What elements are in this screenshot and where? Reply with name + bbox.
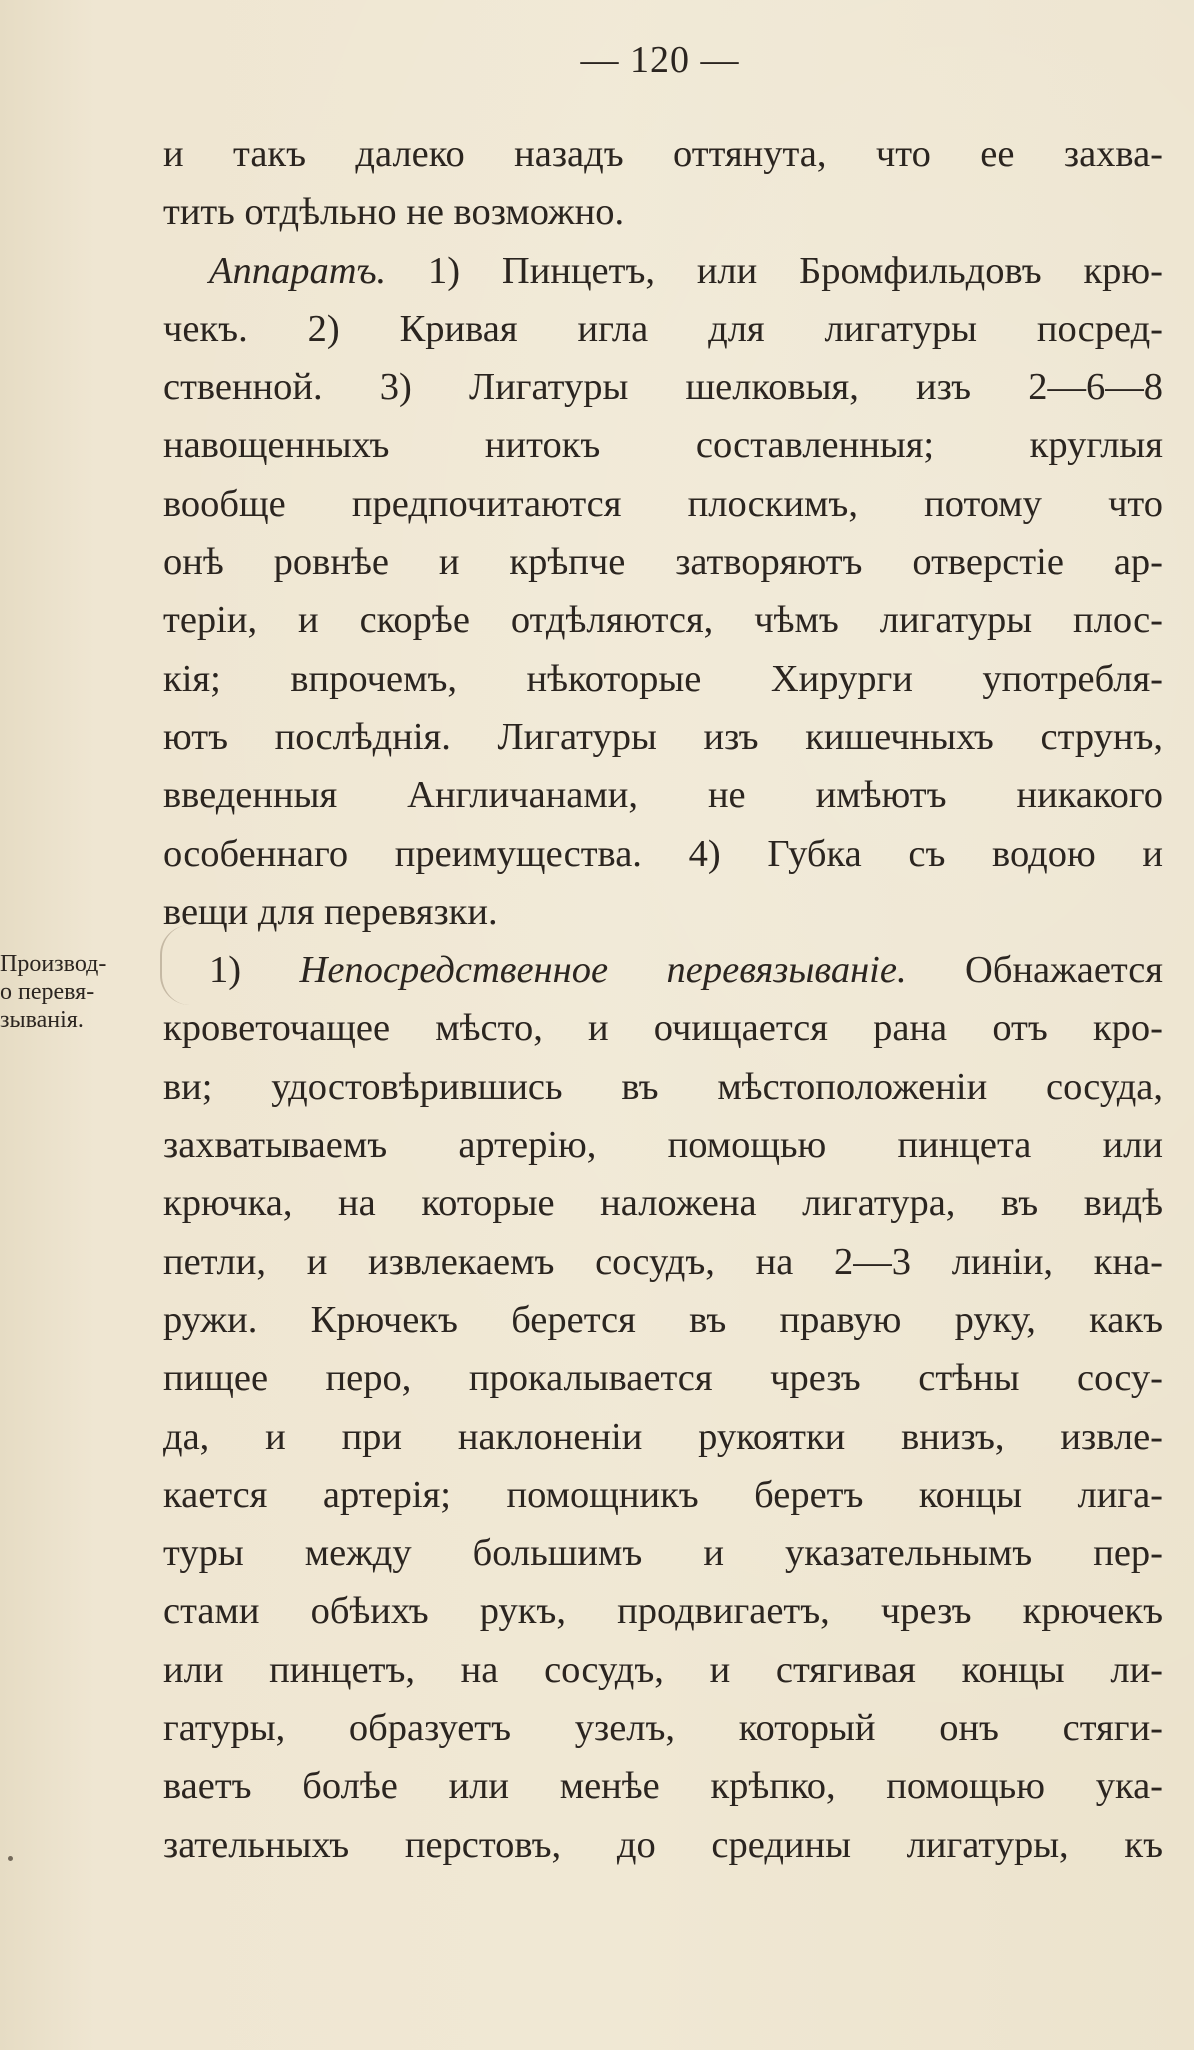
text-run: 1) (209, 949, 300, 992)
text-line: захватываемъ артерію, помощью пинцета или (163, 1124, 1163, 1167)
text-line: вообще предпочитаются плоскимъ, потому что (163, 482, 1163, 525)
text-run: 1) Пинцетъ, или Бромфильдовъ крю- (386, 249, 1163, 292)
text-line: теріи, и скорѣе отдѣляются, чѣмъ лигатуры плос- (163, 599, 1163, 642)
text-line: или пинцетъ, на сосудъ, и стягивая концы ли- (163, 1648, 1163, 1691)
text-line: крючка, на которые наложена лигатура, въ видѣ (163, 1182, 1163, 1225)
text-line: кія; впрочемъ, нѣкоторые Хирурги употребля- (163, 657, 1163, 700)
text-line: тить отдѣльно не возможно. (163, 191, 625, 234)
text-line-direct-ligation (163, 941, 1163, 999)
text-line: петли, и извлекаемъ сосудъ, на 2—3 линіи, кна- (163, 1240, 1163, 1283)
text-line: введенныя Англичанами, не имѣютъ никакого (163, 774, 1163, 817)
text-line: ружи. Крючекъ берется въ правую руку, какъ (163, 1298, 1163, 1341)
text-line: и такъ далеко назадъ оттянута, что ее захва- (163, 133, 1163, 175)
text-run: Обнажается (906, 949, 1163, 992)
paper-speck (8, 1856, 13, 1861)
text-line-apparatus (163, 242, 1163, 300)
text-line: особеннаго преимущества. 4) Губка съ водою и (163, 832, 1163, 875)
margin-note-line: о перевя- (0, 979, 95, 1005)
page-number: — 120 — (580, 39, 740, 81)
margin-note-line: зыванія. (0, 1007, 84, 1033)
text-line: чекъ. 2) Кривая игла для лигатуры посред- (163, 307, 1163, 350)
body-text (163, 125, 1163, 1874)
text-line: туры между большимъ и указательнымъ пер- (163, 1532, 1163, 1575)
text-line: ви; удостовѣрившись въ мѣстоположеніи сосуда, (163, 1065, 1163, 1108)
section-heading-direct-ligation: Непосредственное перевязываніе. (299, 949, 907, 992)
text-line: вещи для перевязки. (163, 890, 498, 933)
text-line: гатуры, образуетъ узелъ, который онъ стяги- (163, 1707, 1163, 1750)
section-heading-apparatus: Аппаратъ. (209, 249, 387, 292)
text-line: кается артерія; помощникъ беретъ концы лига- (163, 1473, 1163, 1516)
text-line: стами обѣихъ рукъ, продвигаетъ, чрезъ крючекъ (163, 1590, 1163, 1633)
text-line: онѣ ровнѣе и крѣпче затворяютъ отверстіе ар- (163, 541, 1163, 584)
text-line: зательныхъ перстовъ, до средины лигатуры, къ (163, 1823, 1163, 1866)
text-line: пищее перо, прокалывается чрезъ стѣны сосу- (163, 1357, 1163, 1400)
text-line: да, и при наклоненіи рукоятки внизъ, извле- (163, 1415, 1163, 1458)
text-line: ваетъ болѣе или менѣе крѣпко, помощью ука- (163, 1765, 1163, 1808)
text-line: ютъ послѣднія. Лигатуры изъ кишечныхъ струнъ, (163, 715, 1163, 758)
margin-note-line: Производ- (0, 951, 107, 977)
text-line: ственной. 3) Лигатуры шелковыя, изъ 2—6—8 (163, 366, 1163, 409)
text-line: кроветочащее мѣсто, и очищается рана отъ кро- (163, 1007, 1163, 1050)
margin-note (0, 950, 160, 1034)
text-line: навощенныхъ нитокъ составленныя; круглыя (163, 424, 1163, 467)
